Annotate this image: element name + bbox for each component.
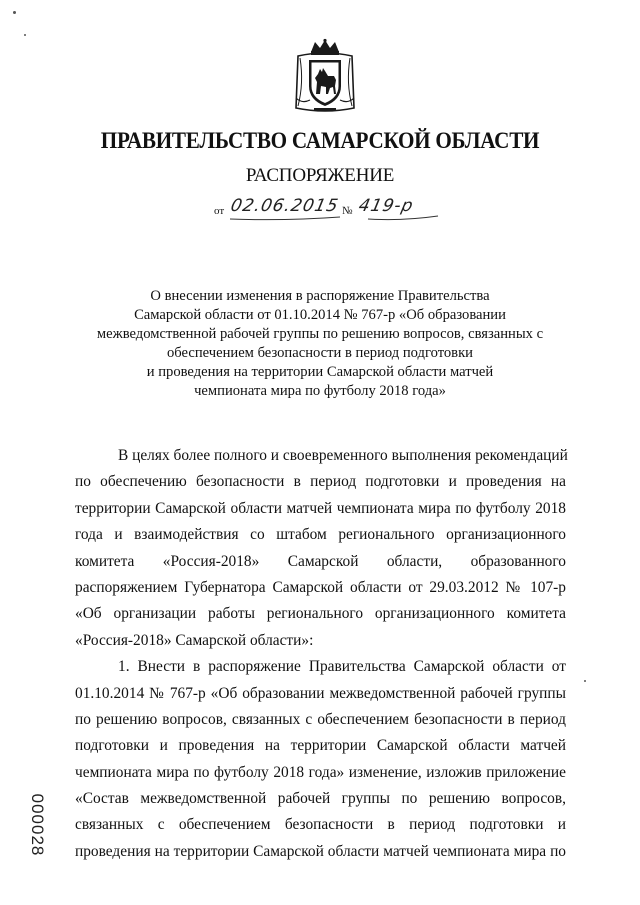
subject-line: и проведения на территории Самарской области матчей — [146, 364, 494, 381]
handwritten-number: 419-р — [356, 196, 416, 216]
side-stamp-number: 000028 — [28, 793, 47, 857]
document-type: РАСПОРЯЖЕНИЕ — [245, 165, 395, 186]
body-line: проведения на территории Самарской области матчей чемпионата мира по — [75, 842, 566, 860]
handwritten-underline — [368, 216, 438, 220]
body-line: связанных с обеспечением безопасности в период подготовки и — [75, 816, 566, 834]
date-underline — [228, 203, 458, 223]
body-line: подготовки и проведения на территории Самарской области матчей — [75, 737, 566, 755]
handwritten-underline — [230, 217, 340, 220]
subject-line: Самарской области от 01.10.2014 № 767-р «Об образовании — [134, 307, 506, 324]
body-line: «Россия-2018» Самарской области»: — [75, 631, 314, 649]
body-line: 01.10.2014 № 767-р «Об образовании межведомственной рабочей группы — [75, 684, 566, 702]
body-line: комитета «Россия-2018» Самарской области, образованного — [75, 552, 566, 570]
handwritten-date: 02.06.2015 — [228, 196, 341, 216]
side-stamp — [22, 790, 52, 860]
body-line: распоряжением Губернатора Самарской области от 29.03.2012 № 107-р — [75, 578, 566, 596]
organization-title: ПРАВИТЕЛЬСТВО САМАРСКОЙ ОБЛАСТИ — [100, 128, 540, 153]
subject-line: межведомственной рабочей группы по решению вопросов, связанных с — [96, 326, 544, 343]
number-prefix: № — [342, 205, 353, 217]
scan-speck — [24, 34, 26, 36]
subject-line: обеспечением безопасности в период подготовки — [167, 345, 473, 362]
body-line: года и взаимодействия со штабом регионального организационного — [75, 526, 566, 544]
body-line: по решению вопросов, связанных с обеспечением безопасности в период — [75, 710, 566, 728]
body-line: по обеспечению безопасности в период подготовки и проведения на — [75, 473, 566, 491]
subject-line: О внесении изменения в распоряжение Правительства — [150, 288, 490, 304]
date-prefix: от — [214, 205, 225, 217]
body-line: «Об организации работы регионального организационного комитета — [75, 605, 566, 623]
body-line: 1. Внести в распоряжение Правительства Самарской области от — [118, 658, 566, 676]
document-body — [75, 443, 566, 865]
coat-of-arms-icon — [292, 38, 358, 114]
subject-line: чемпионата мира по футболу 2018 года» — [194, 383, 446, 400]
document-subject — [60, 287, 580, 402]
body-line: территории Самарской области матчей чемпионата мира по футболу 2018 — [75, 499, 566, 517]
body-line: чемпионата мира по футболу 2018 года» изменение, изложив приложение — [75, 763, 566, 781]
scan-speck — [13, 11, 16, 14]
body-line: В целях более полного и своевременного выполнения рекомендаций — [118, 447, 568, 464]
body-line: «Состав межведомственной рабочей группы по решению вопросов, — [75, 790, 566, 808]
scan-speck — [584, 680, 586, 682]
